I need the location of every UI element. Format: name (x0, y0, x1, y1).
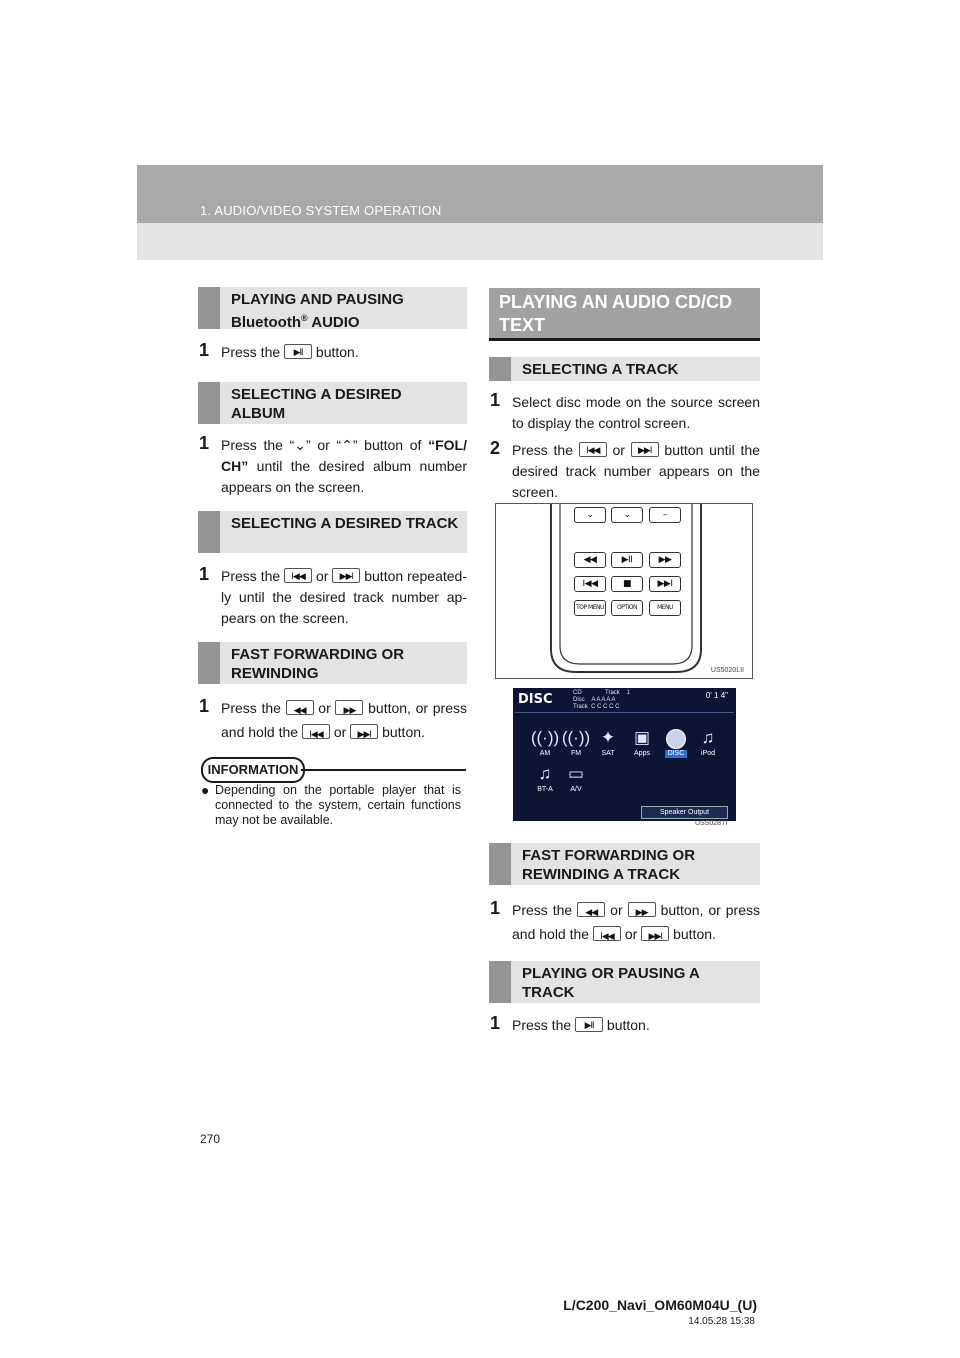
figure-code: USS028TI (695, 820, 728, 827)
satellite-icon: ✦ (600, 728, 616, 747)
header-subband (137, 223, 823, 260)
section-ff-rew-track (489, 843, 760, 885)
step-select-album (199, 435, 467, 495)
step-number: 1 (199, 433, 210, 453)
section-bar (198, 287, 220, 329)
print-timestamp: 14.05.28 15:38 (688, 1316, 755, 1327)
fast-forward-icon: ▶▶ (335, 700, 363, 715)
step-number: 1 (490, 1013, 501, 1033)
section-heading: FAST FORWARDING OR REWINDING A TRACK (522, 847, 696, 883)
remote-key-previous: I◀◀ (574, 576, 606, 592)
av-icon: ▭ (567, 764, 585, 783)
remote-key-rewind: ◀◀ (574, 552, 606, 568)
screen-divider (515, 712, 734, 713)
step-text: Press the ▶II button. (512, 1017, 650, 1033)
section-heading: SELECTING A TRACK (522, 361, 679, 378)
play-pause-icon: ▶II (575, 1017, 603, 1032)
step-number: 1 (199, 564, 210, 584)
source-av[interactable]: ▭ A/V (561, 764, 591, 794)
section-fast-forwarding-rewinding (198, 642, 467, 684)
remote-key-play-pause: ▶II (611, 552, 643, 568)
step-number: 2 (490, 438, 501, 458)
step-select-disc-mode (490, 392, 760, 436)
remote-control-figure (495, 503, 753, 679)
section-selecting-track-cd (489, 357, 760, 381)
source-fm[interactable]: ((·)) FM (561, 728, 591, 757)
section-bar (198, 642, 220, 684)
section-bar (489, 843, 511, 885)
disc-icon (661, 728, 691, 750)
step-select-track (199, 566, 467, 630)
heading-line1: PLAYING AND PAUSING (231, 291, 404, 308)
remote-key-stop: ■ (611, 576, 643, 592)
previous-track-icon: I◀◀ (284, 568, 312, 583)
apps-icon: ▣ (633, 728, 651, 747)
header-section-title: 1. AUDIO/VIDEO SYSTEM OPERATION (200, 203, 442, 218)
antenna-icon: ((·)) (530, 728, 560, 747)
remote-key-down: ⌄ (574, 507, 606, 523)
step-text: Press the I◀◀ or ▶▶I button until the desired track number appears on the screen. (512, 442, 760, 500)
information-label: INFORMATION (201, 757, 305, 783)
heading-bluetooth: Bluetooth (231, 314, 301, 331)
disc-source-screen (513, 688, 736, 821)
rewind-icon: ◀◀ (577, 902, 605, 917)
main-section-heading: PLAYING AN AUDIO CD/CD TEXT (499, 292, 733, 335)
step-number: 1 (490, 898, 501, 918)
step-ff-rew-track (490, 898, 760, 948)
section-heading: SELECTING A DESIRED ALBUM (231, 386, 402, 422)
figure-code: US5020LII (710, 667, 744, 674)
speaker-output-button[interactable]: Speaker Output (641, 806, 728, 819)
screen-elapsed-time: 0' 1 4" (705, 691, 728, 700)
section-bar (489, 961, 511, 1003)
chevron-up-icon: ⌃ (341, 437, 353, 453)
section-heading: PLAYING OR PAUSING A TRACK (522, 965, 700, 1001)
remote-key-option: OPTION (611, 600, 643, 616)
step-number: 1 (199, 696, 210, 716)
remote-key-fast-forward: ▶▶ (649, 552, 681, 568)
information-text: Depending on the portable player that is connected to the system, certain functions may not be available. (215, 783, 461, 827)
previous-track-icon: I◀◀ (579, 442, 607, 457)
step-text: Press the ◀◀ or ▶▶ button, or press and hold the I◀◀ or ▶▶I button. (512, 902, 760, 942)
section-playing-pausing-bt-audio (198, 287, 467, 329)
step-text: Press the ▶II button. (221, 344, 359, 360)
chevron-down-icon: ⌄ (294, 437, 306, 453)
step-press-track-button (490, 440, 760, 504)
step-text: Press the ◀◀ or ▶▶ button, or press and hold the I◀◀ or ▶▶I button. (221, 700, 468, 740)
remote-key-next: ▶▶I (649, 576, 681, 592)
step-play-bt (199, 342, 467, 364)
section-bar (489, 357, 511, 381)
antenna-icon: ((·)) (561, 728, 591, 747)
source-ipod[interactable]: ♫ iPod (693, 728, 723, 758)
section-selecting-track (198, 511, 467, 553)
previous-track-icon: I◀◀ (593, 926, 621, 941)
section-heading: SELECTING A DESIRED TRACK (231, 515, 459, 532)
document-id: L/C200_Navi_OM60M04U_(U) (563, 1297, 757, 1313)
section-heading: FAST FORWARDING OR REWINDING (231, 646, 405, 682)
step-text: Press the “⌄” or “⌃” button of “FOL/ CH” until the desired album number appears on the screen. (221, 437, 467, 495)
source-am[interactable]: ((·)) AM (530, 728, 560, 757)
source-disc[interactable]: DISC (661, 728, 691, 758)
source-sat[interactable]: ✦ SAT (593, 728, 623, 758)
remote-key-down-2: ⌄ (611, 507, 643, 523)
registered-mark: ® (300, 313, 308, 323)
next-track-icon: ▶▶I (641, 926, 669, 941)
rewind-icon: ◀◀ (286, 700, 314, 715)
bullet-icon: ● (201, 782, 210, 798)
step-number: 1 (490, 390, 501, 410)
page-number: 270 (200, 1132, 221, 1146)
next-track-icon: ▶▶I (631, 442, 659, 457)
heading-audio: AUDIO (307, 314, 360, 331)
music-note-icon: ♫ (701, 728, 715, 747)
step-text: Select disc mode on the source screen to display the control screen. (512, 394, 760, 431)
section-heading (231, 290, 459, 332)
step-play-pause-track (490, 1015, 760, 1037)
music-note-icon: ♫ (538, 764, 552, 783)
source-apps[interactable]: ▣ Apps (627, 728, 657, 758)
section-selecting-album (198, 382, 467, 424)
next-track-icon: ▶▶I (350, 724, 378, 739)
section-bar (198, 511, 220, 553)
source-bt-a[interactable]: ♫ BT-A (530, 764, 560, 794)
remote-key-menu: MENU (649, 600, 681, 616)
step-number: 1 (199, 340, 210, 360)
step-text: Press the I◀◀ or ▶▶I button repeated-ly until the desired track number ap-pears on the screen. (221, 568, 467, 626)
screen-title: DISC (518, 692, 553, 707)
fast-forward-icon: ▶▶ (628, 902, 656, 917)
previous-track-icon: I◀◀ (302, 724, 330, 739)
step-ff-rew (199, 696, 467, 746)
remote-key-minus: – (649, 507, 681, 523)
information-rule (301, 769, 466, 771)
remote-key-top-menu: TOP MENU (574, 600, 606, 616)
section-playing-pausing-track (489, 961, 760, 1003)
next-track-icon: ▶▶I (332, 568, 360, 583)
section-playing-audio-cd (489, 288, 760, 341)
section-bar (198, 382, 220, 424)
screen-track-info: CD Track 1 Disc A A A A A Track C C C C C (573, 690, 630, 710)
play-pause-icon: ▶II (284, 344, 312, 359)
